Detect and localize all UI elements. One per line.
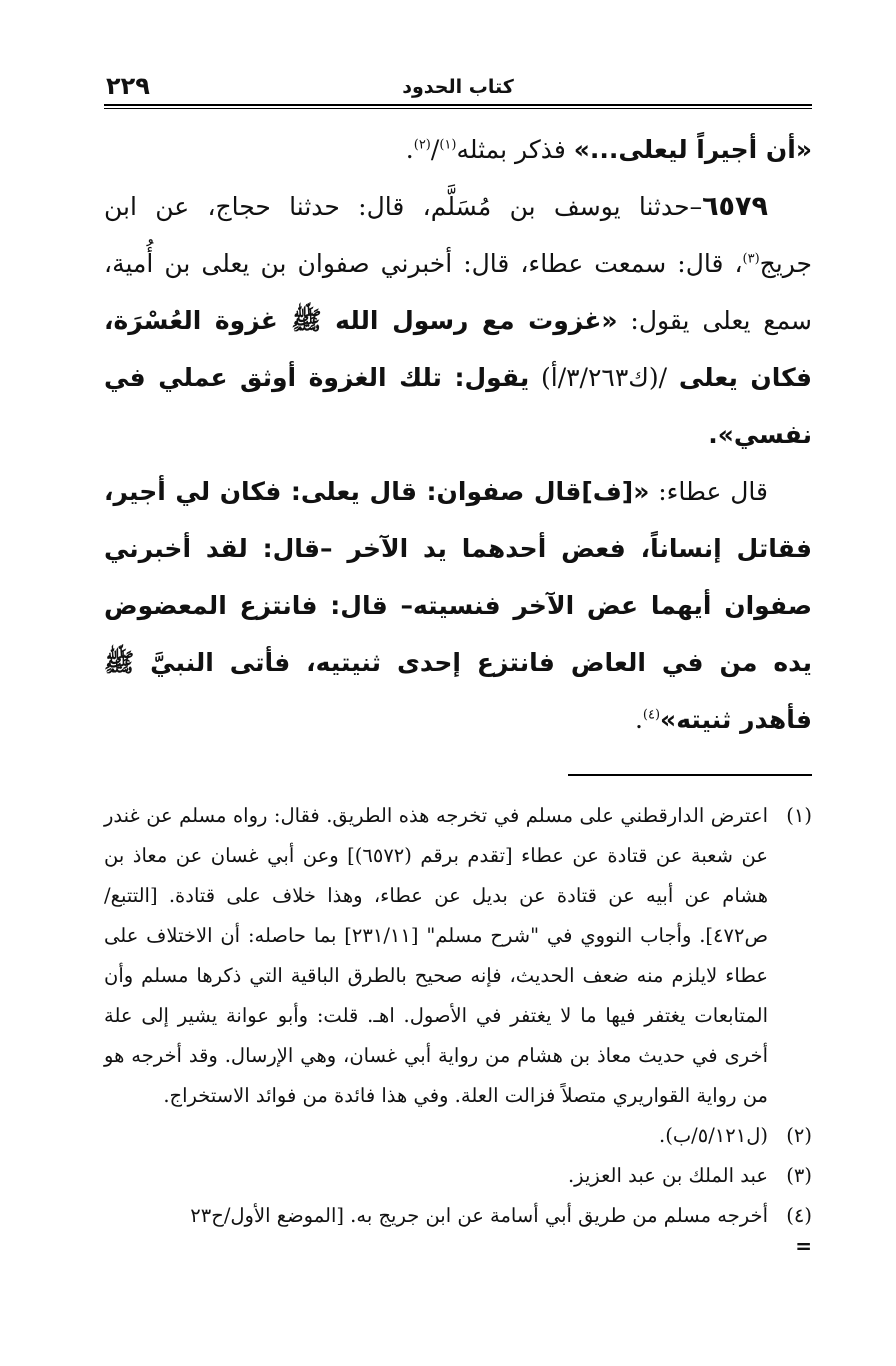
matn-bold: «[ف]قال صفوان: قال يعلى: فكان لي أجير، فقاتل إنساناً، فعض أحدهما يد الآخر –قال: لقد أخبرني صفوان أيهما عض الآخر فنسيته– قال: فانتزع المعضوض يده من في العاض فانتزع إحدى ثنيتيه، فأتى النبيَّ ﷺ فأهدر ثنيته» [104,477,812,734]
footnote-text: عبد الملك بن عبد العزيز. [567,1164,768,1187]
period: . [634,705,643,734]
footnote-1 [104,796,812,1116]
separator: / [430,135,440,164]
footnote-ref-3[interactable]: (٣) [742,251,760,267]
matn-bold: «غزوت مع رسول الله ﷺ غزوة العُسْرَة، فكان يعلى [104,306,812,392]
footnote-3 [104,1156,812,1196]
page-number: ٢٢٩ [106,72,150,100]
footnote-marker: (٤) [786,1204,812,1227]
period: . [405,135,414,164]
paragraph-hadith [104,178,812,463]
footnote-text: أخرجه مسلم من طريق أبي أسامة عن ابن جريج به. [الموضع الأول/ح٢٣ [190,1204,768,1227]
footnote-marker: (٢) [786,1124,812,1147]
footnote-ref-2[interactable]: (٢) [413,137,431,153]
quote-bold: «أن أجيراً ليعلى...» [573,135,812,164]
footnote-text: اعترض الدارقطني على مسلم في تخرجه هذه الطريق. فقال: رواه مسلم عن غندر عن شعبة عن قتادة عن عطاء [تقدم برقم (٦٥٧٢)] وعن أبي غسان عن معاذ بن هشام عن أبيه عن قتادة عن بديل عن عطاء، وهذا خلاف على قتادة. [التتبع/ ص٤٧٢]. وأجاب النووي في "شرح مسلم" [٢٣١/١١] بما حاصله: أن الاختلاف على عطاء لايلزم منه ضعف الحديث، فإنه صحيح بالطرق الباقية التي ذكرها مسلم وأن المتابعات يغتفر فيها ما لا يغتفر في الأصول. اهـ. قلت: وأبو عوانة يشير إلى علة أخرى في حديث معاذ بن هشام من رواية أبي غسان، وهي الإرسال. وقد أخرجه هو من رواية القواريري متصلاً فزالت العلة. وفي هذا فائدة من فوائد الاستخراج. [104,804,769,1107]
matn-bold-continued: يقول: تلك الغزوة أوثق عملي في نفسي». [104,363,812,449]
footnote-4 [104,1196,812,1236]
footnote-2 [104,1116,812,1156]
book-title: كتاب الحدود [402,76,514,98]
footnote-rule [568,774,812,776]
footnote-ref-4[interactable]: (٤) [642,707,661,723]
isnad-text: –حدثنا يوسف بن مُسَلَّم، قال: حدثنا حجاج، عن ابن جريج [104,192,812,278]
text: فذكر بمثله [456,135,574,164]
manuscript-ref: /(ك٣/٢٦٣/أ) [529,363,679,392]
text: قال عطاء: [649,477,768,506]
footnote-text: (ل٥/١٢١/ب). [659,1124,768,1147]
running-header [104,70,812,104]
footnote-marker: (١) [786,804,812,827]
footnote-marker: (٣) [786,1164,812,1187]
footnote-ref-1[interactable]: (١) [439,137,457,153]
footnotes [104,796,812,1256]
continuation-mark: = [795,1234,812,1258]
paragraph-3 [104,463,812,748]
paragraph-1 [104,121,812,178]
hadith-number: ٦٥٧٩ [702,191,768,222]
book-page [104,70,812,1256]
main-text [104,121,812,748]
isnad-text-continued: ، قال: سمعت عطاء، قال: أخبرني صفوان بن يعلى بن أُمية، سمع يعلى يقول: [104,249,812,335]
header-rule [104,104,812,109]
